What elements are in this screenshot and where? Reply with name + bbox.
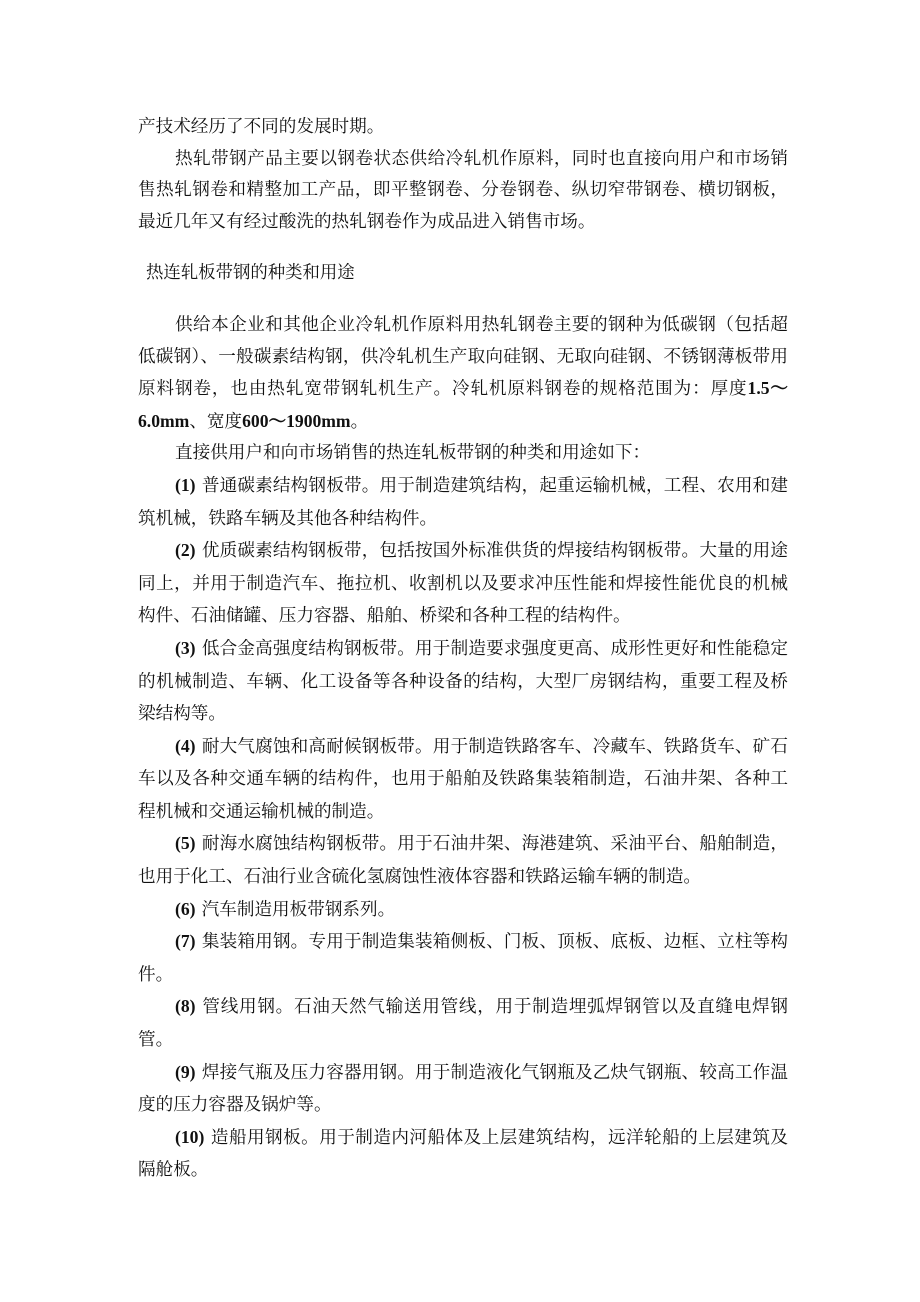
intro-continuation: 产技术经历了不同的发展时期。 bbox=[138, 117, 385, 137]
list-item bbox=[138, 535, 788, 633]
item-number: (5) bbox=[175, 833, 196, 854]
item-text: 造船用钢板。用于制造内河船体及上层建筑结构，远洋轮船的上层建筑及隔舱板。 bbox=[138, 1127, 788, 1181]
item-number: (1) bbox=[175, 474, 196, 495]
list-item bbox=[138, 926, 788, 991]
list-intro: 直接供用户和向市场销售的热连轧板带钢的种类和用途如下： bbox=[175, 443, 651, 464]
item-text: 优质碳素结构钢板带，包括按国外标准供货的焊接结构钢板带。大量的用途同上，并用于制造汽车、拖拉机、收割机以及要求冲压性能和焊接性能优良的机械构件、石油储罐、压力容器、船舶、桥梁和各种工程的结构件。 bbox=[138, 541, 788, 627]
item-text: 管线用钢。石油天然气输送用管线，用于制造埋弧焊钢管以及直缝电焊钢管。 bbox=[138, 997, 788, 1051]
item-text: 普通碳素结构钢板带。用于制造建筑结构，起重运输机械，工程、农用和建筑机械，铁路车辆及其他各种结构件。 bbox=[138, 475, 788, 529]
document-page bbox=[138, 112, 788, 1187]
item-number: (9) bbox=[175, 1061, 196, 1082]
thickness-spec: 1.5～6.0mm bbox=[138, 378, 788, 431]
item-number: (8) bbox=[175, 996, 196, 1017]
item-text: 低合金高强度结构钢板带。用于制造要求强度更高、成形性更好和性能稳定的机械制造、车辆、化工设备等各种设备的结构，大型厂房钢结构，重要工程及桥梁结构等。 bbox=[138, 638, 788, 725]
list-item bbox=[138, 828, 788, 893]
item-text: 耐大气腐蚀和高耐候钢板带。用于制造铁路客车、冷藏车、铁路货车、矿石车以及各种交通车辆的结构件，也用于船舶及铁路集装箱制造，石油井架、各种工程机械和交通运输机械的制造。 bbox=[138, 736, 788, 822]
item-text: 焊接气瓶及压力容器用钢。用于制造液化气钢瓶及乙炔气钢瓶、较高工作温度的压力容器及锅炉等。 bbox=[138, 1062, 788, 1116]
list-item bbox=[138, 731, 788, 829]
section-heading: 热连轧板带钢的种类和用途 bbox=[146, 263, 355, 284]
item-text: 耐海水腐蚀结构钢板带。用于石油井架、海港建筑、采油平台、船舶制造，也用于化工、石油行业含硫化氢腐蚀性液体容器和铁路运输车辆的制造。 bbox=[138, 834, 788, 888]
item-number: (10) bbox=[175, 1126, 205, 1147]
products-paragraph: 热轧带钢产品主要以钢卷状态供给冷轧机作原料，同时也直接向用户和市场销售热轧钢卷和精整加工产品，即平整钢卷、分卷钢卷、纵切窄带钢卷、横切钢板，最近几年又有经过酸洗的热轧钢卷作为成品进入销售市场。 bbox=[138, 148, 788, 232]
spec-end: 。 bbox=[350, 411, 369, 432]
raw-material-paragraph bbox=[138, 310, 788, 438]
item-number: (2) bbox=[175, 540, 196, 561]
list-item bbox=[138, 470, 788, 535]
spec-separator: 、宽度 bbox=[189, 411, 243, 432]
item-number: (4) bbox=[175, 735, 196, 756]
list-item bbox=[138, 894, 788, 927]
list-item bbox=[138, 1122, 788, 1187]
list-item bbox=[138, 1057, 788, 1122]
item-text: 汽车制造用板带钢系列。 bbox=[201, 899, 396, 920]
item-number: (6) bbox=[175, 898, 196, 919]
raw-material-text: 供给本企业和其他企业冷轧机作原料用热轧钢卷主要的钢种为低碳钢（包括超低碳钢）、一般碳素结构钢，供冷轧机生产取向硅钢、无取向硅钢、不锈钢薄板带用原料钢卷，也由热轧宽带钢轧机生产。冷轧机原料钢卷的规格范围为：厚度 bbox=[138, 314, 788, 400]
list-item bbox=[138, 991, 788, 1056]
item-text: 集装箱用钢。专用于制造集装箱侧板、门板、顶板、底板、边框、立柱等构件。 bbox=[138, 932, 788, 985]
item-number: (3) bbox=[175, 637, 196, 658]
item-number: (7) bbox=[175, 931, 196, 952]
list-item bbox=[138, 633, 788, 731]
width-spec: 600～1900mm bbox=[242, 410, 351, 431]
